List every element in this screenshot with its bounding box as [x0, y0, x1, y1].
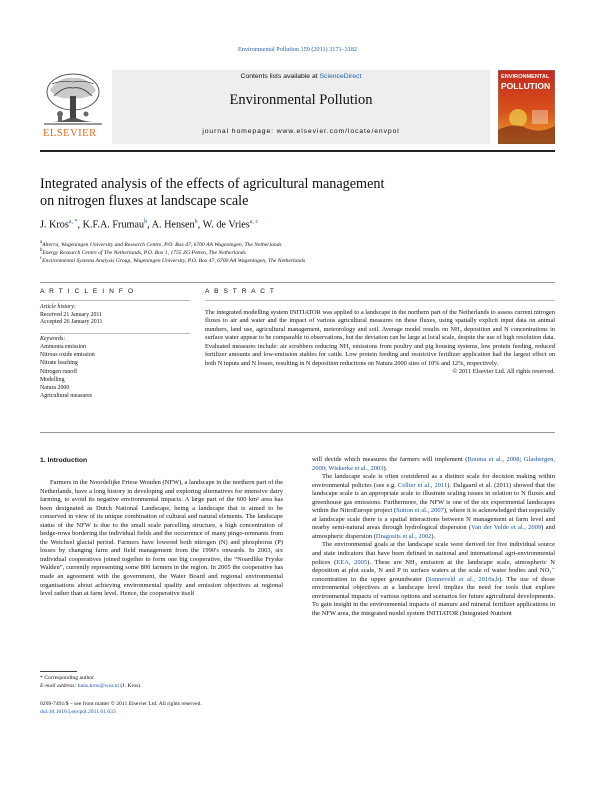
keyword: Nitrous oxide emission: [40, 352, 95, 359]
abstract-copyright: © 2011 Elsevier Ltd. All rights reserved.: [452, 368, 555, 376]
elsevier-logo[interactable]: [40, 70, 106, 144]
keywords-label: Keywords:: [40, 336, 66, 342]
affiliation-text: Alterra, Wageningen University and Research Centre, P.O. Box 47, 6700 AA Wageningen, The Netherlands: [42, 241, 282, 248]
keyword: Natura 2000: [40, 385, 70, 392]
article-title: [40, 176, 510, 210]
paragraph: [312, 541, 555, 618]
article-history: [40, 304, 102, 327]
publication-info: [40, 701, 202, 717]
doi-link[interactable]: doi:10.1016/j.envpol.2011.01.033: [40, 708, 116, 715]
received-date: Received 21 January 2011: [40, 311, 103, 318]
body-column-left: [40, 479, 283, 599]
author-name[interactable]: A. Hensen: [151, 219, 195, 231]
abstract-heading: A B S T R A C T: [205, 288, 276, 295]
abstract-rule: [205, 300, 555, 301]
author-affiliation-mark[interactable]: b: [144, 219, 148, 225]
title-line-2: on nitrogen fluxes at landscape scale: [40, 193, 249, 209]
affiliation-mark: a: [40, 240, 43, 245]
accepted-date: Accepted 26 January 2011: [40, 319, 103, 326]
citation-link[interactable]: EEA, 2005: [336, 558, 368, 566]
keyword: Nitrate leaching: [40, 360, 78, 367]
abstract-end-rule: [40, 432, 555, 433]
affiliation-mark: b: [40, 248, 43, 253]
text-run: ). The use of those environmental objectives at a landscape level implies the need for tools that explore environmental impacts of various options and scenarios for future agricultural developments. To gain insight in the environmental impacts of manure and mineral fertilizer applications in the NFW area, the integrated model system INITIATOR (Integrated Nutrient: [312, 575, 556, 617]
text-run: ), where it is acknowledged that especially at landscape scale there is a spatial interactions between N management at farm level and nearby semi-natural areas through hydrological dispersion (: [312, 507, 556, 532]
email-label: E-mail address:: [40, 682, 78, 689]
journal-name: Environmental Pollution: [229, 92, 373, 108]
keyword: Ammonia emission: [40, 344, 86, 350]
footnote-rule: [40, 671, 77, 672]
paragraph: [312, 473, 555, 541]
title-line-1: Integrated analysis of the effects of agricultural management: [40, 176, 385, 192]
publisher-name: ELSEVIER: [43, 128, 97, 139]
keyword: Modelling: [40, 376, 65, 383]
cover-title-line2: POLLUTION: [501, 81, 551, 91]
journal-header: [40, 70, 555, 146]
journal-info-box: [112, 70, 490, 144]
citation-link[interactable]: Sonneveld et al., 2010a,b: [427, 575, 500, 583]
contents-prefix: Contents lists available at: [240, 73, 320, 80]
keywords-rule: [40, 333, 190, 334]
paragraph: [312, 456, 555, 473]
text-run: ) and atmospheric dispersion (: [312, 524, 555, 540]
corresponding-author-note: * Corresponding author.: [40, 675, 96, 681]
keyword: Nitrogen runoff: [40, 368, 78, 375]
body-column-right: [312, 456, 555, 618]
article-info-heading: A R T I C L E I N F O: [40, 288, 135, 295]
citation-link[interactable]: Cellier et al., 2011: [397, 481, 448, 489]
keywords-list: [40, 343, 95, 400]
elsevier-tree-icon: [40, 70, 106, 128]
history-label: Article history:: [40, 304, 76, 310]
author-name[interactable]: K.F.A. Frumau: [82, 219, 145, 231]
abstract-body: [205, 309, 555, 377]
email-suffix: (J. Kros).: [118, 682, 142, 689]
header-rule: [40, 150, 555, 152]
paragraph: Farmers in the Noordelijke Friese Wouden (NFW), a landscape in the northern part of the Netherlands, have a long history in developing and exploring alternatives for intensive dairy farming, to avoid its negative environmental impacts. A large part of the 600 km² area has been designated as Dutch National Landscape, being a landscape that is aimed to be conserved in view of its unique combination of cultural and natural elements. The landscape status of the NFW is due to the small scale parcelling structure, a high concentration of hedge-rows bordering the individual fields and the occurrence of many pingo-remnants from the Weichsel glacial period. Farmers have lowered both nitrogen (N) and phosphorus (P) losses by changing farm and field management from the 1990's onwards. In 2003, six individual cooperatives joined together to form one big cooperative, the “Noardlike Fryske Walden”, currently representing some 800 farmers in the region. In 2005 the cooperative has made an agreement with the government, the Water Board and regional environmental organisations about achieving environmental quality and emission objectives at regional level rather than at farm level. Hence, the cooperative itself: [40, 479, 283, 598]
email-link[interactable]: hans.kros@wur.nl: [77, 682, 119, 689]
text-run: ).: [431, 532, 436, 540]
author-name[interactable]: J. Kros: [40, 219, 69, 231]
email-line: [40, 683, 142, 691]
author-name[interactable]: W. de Vries: [202, 219, 250, 231]
contents-line: [112, 73, 490, 80]
text-run: ). Dalgaard et al. (2011) showed that the landscape scale is an appropriate scale to illustrate scaling issues in relation to N fluxes and greenhouse gas emissions. Furthermore, the NFW is one of the six experimental landscapes within the NitroEurope project (: [312, 481, 555, 515]
author-affiliation-mark[interactable]: a, *: [68, 219, 78, 225]
sciencedirect-link[interactable]: ScienceDirect: [319, 73, 362, 80]
affiliation: [40, 255, 305, 265]
article-info-rule: [40, 300, 190, 301]
text-run: ). These are NH₃ emission at the landscape scale, atmospheric N deposition at plot scale, N and P in surface waters at the scale of water bodies and NO₃⁻ concentration in the upper groundwater (: [312, 558, 555, 583]
author-affiliation-mark[interactable]: b: [194, 219, 198, 225]
text-run: The landscape scale is often considered as a distinct scale for decision making within environmental policies (see e.g.: [312, 473, 555, 489]
abstract-text: The integrated modelling system INITIATOR was applied to a landscape in the northern part of the Netherlands to assess current nitrogen fluxes to air and water and the impact of various agricultural measures on these fluxes, using spatially explicit input data on animal numbers, land use, agricultural management, meteorology and soil. Average model results on NH₃ deposition and N concentrations in surface water appear to be comparable to observations, but the deviation can be large at local scale, despite the use of high resolution data. Evaluated measures include: air scrubbers reducing NH₃ emissions from poultry and pig housing systems, low protein feeding, reduced fertilizer amounts and low-emission stables for cattle. Low protein feeding and restrictive fertilizer application had the largest effect on both N inputs and N losses, resulting in N deposition reductions on Natura 2000 sites of 10% and 12%, respectively.: [205, 309, 555, 367]
affiliation-text: Energy Research Centre of The Netherlands, P.O. Box 1, 1755 ZG Petten, The Netherlands: [42, 249, 246, 256]
citation-link[interactable]: Dragosits et al., 2002: [375, 532, 432, 540]
text-run: ).: [383, 464, 388, 472]
journal-reference[interactable]: Environmental Pollution 159 (2011) 3171–3182: [237, 46, 358, 53]
citation-link[interactable]: Sutton et al., 2007: [396, 507, 444, 515]
affiliation-rule: [40, 282, 555, 283]
section-heading-introduction: 1. Introduction: [40, 457, 88, 464]
author-affiliation-mark[interactable]: a, c: [249, 219, 259, 225]
citation-link[interactable]: Van der Velde et al., 2009: [471, 524, 542, 532]
affiliation-text: Environmental Systems Analysis Group, Wageningen University, P.O. Box 47, 6700 AA Wageningen, The Netherlands: [42, 257, 306, 264]
journal-homepage-link[interactable]: journal homepage: www.elsevier.com/locate/envpol: [202, 128, 400, 135]
text-run: The environmental goals at the landscape scale were derived for five individual source and state indicators that have been defined in national and international agri-environmental polices (: [312, 541, 555, 566]
author-list: J. Kros$^{a, *}$, K.F.A. Frumau$^b$, A. Hensen$^b$, W. de Vries$^{a, c}$: [40, 219, 259, 231]
keyword: Agricultural measures: [40, 393, 93, 400]
journal-cover-image[interactable]: [498, 70, 555, 144]
issn-line: 0269-7491/$ – see front matter © 2011 Elsevier Ltd. All rights reserved.: [40, 701, 202, 707]
footnote: [40, 675, 142, 690]
text-run: will decide which measures the farmers will implement (: [312, 456, 468, 463]
cover-title-line1: ENVIRONMENTAL: [501, 74, 550, 80]
citation-link[interactable]: Bouma et al., 2008; Glasbergen, 2000; Wiskerke et al., 2003: [312, 456, 555, 472]
affiliation-mark: c: [40, 256, 43, 261]
